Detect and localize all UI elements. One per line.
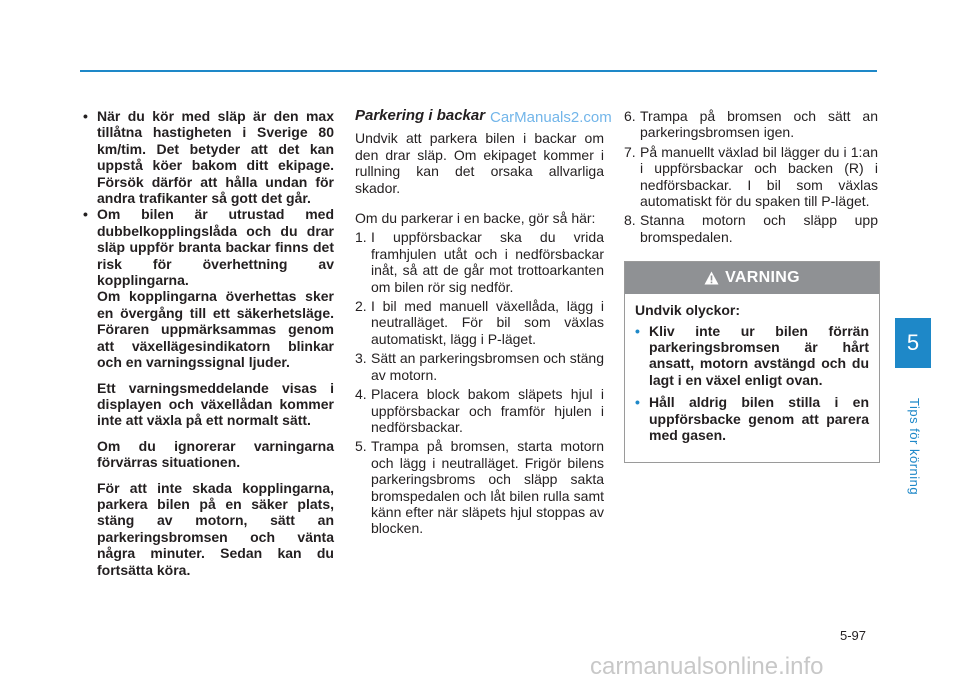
clutch-overheat-paragraph: Om kopplingarna överhettas sker en övergång till ett säkerhetsläge. Föraren uppmärksammas genom att växellägesindikatorn blinkar och en varningssignal ljuder. [97,288,334,371]
header-rule [80,70,877,72]
warning-item: • Håll aldrig bilen stilla i en uppförsbacke genom att parera med gasen. [635,394,869,443]
column-right [624,108,878,463]
bullet-speed-limit: • När du kör med släp är den max tillåtna hastigheten i Sverige 80 km/tim. Det betyder att det kan uppstå köer bakom ditt ekipage. Försök därför att hålla undan för andra trafikanter så gott det går. [80,108,334,206]
warning-item: • Kliv inte ur bilen förrän parkeringsbromsen är hårt ansatt, motorn avstängd och du lagt i en växel enligt ovan. [635,323,869,389]
list-item: 6. Trampa på bromsen och sätt an parkeringsbromsen igen. [624,108,878,141]
warning-triangle-icon [704,271,719,285]
ignore-warnings-paragraph: Om du ignorerar varningarna förvärras situationen. [97,437,334,471]
chapter-label: Tips för körning [907,398,922,496]
numbered-list-continued [624,108,878,245]
warning-body [625,294,879,461]
list-item: 4. Placera block bakom släpets hjul i uppförsbackar och framför hjulen i nedförsbackar. [355,386,604,435]
column-left [80,108,334,587]
intro-paragraph: Undvik att parkera bilen i backar om den drar släp. Om ekipaget kommer i rullning kan det orsaka allvarliga skador. [355,130,604,196]
watermark-top: CarManuals2.com [490,109,612,126]
lead-paragraph: Om du parkerar i en backe, gör så här: [355,210,596,227]
numbered-list [355,229,604,536]
warning-title: VARNING [725,269,800,287]
list-item: 2. I bil med manuell växellåda, lägg i neutralläget. För bil som växlas automatiskt, lägg i P-läget. [355,298,604,347]
column-middle [355,108,604,540]
list-item: 1. I uppförsbackar ska du vrida framhjulen utåt och i nedförsbackar inåt, så att de går mot trottoarkanten om bilen rör sig nedför. [355,229,604,295]
page-number: 5-97 [840,628,867,643]
warning-header [625,262,879,294]
warning-intro: Undvik olyckor: [635,302,741,319]
chapter-tab: 5 [895,318,931,368]
bullet-dual-clutch: • Om bilen är utrustad med dubbelkopplingslåda och du drar släp uppför branta backar finns det risk för överhettning av kopplingarna. [80,206,334,288]
list-item: 7. På manuellt växlad bil lägger du i 1:an i uppförsbackar och backen (R) i nedförsbackar. I bil som växlas automatiskt för du spaken till P-läget. [624,143,878,210]
warning-message-paragraph: Ett varningsmeddelande visas i displayen och växellådan kommer inte att växla på ett normalt sätt. [97,379,334,429]
list-item: 5. Trampa på bromsen, starta motorn och lägg i neutralläget. Frigör bilens parkeringsbroms och släpp sakta bromspedalen och låt bilen rulla samt känn efter när släpets hjul stoppas av blocken. [355,438,604,537]
list-item: 8. Stanna motorn och släpp upp bromspedalen. [624,212,878,245]
watermark-bottom: carmanualsonline.info [590,653,824,680]
avoid-damage-paragraph: För att inte skada kopplingarna, parkera bilen på en säker plats, stäng av motorn, sätt an parkeringsbromsen och vänta några minuter. Sedan kan du fortsätta köra. [97,479,334,578]
warning-box [624,261,880,462]
list-item: 3. Sätt an parkeringsbromsen och stäng av motorn. [355,350,604,383]
section-heading: Parkering i backar [355,107,486,124]
